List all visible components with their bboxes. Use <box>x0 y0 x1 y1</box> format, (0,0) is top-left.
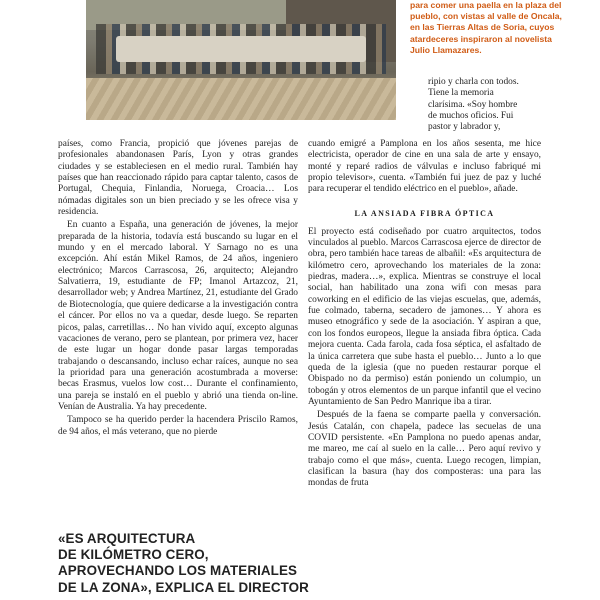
right-column-top <box>428 77 548 134</box>
top-line-5: pastor y labrador y, <box>428 122 501 133</box>
right-column <box>308 139 541 490</box>
left-paragraph-2: En cuanto a España, una generación de jóvenes, la mejor preparada de la historia, todavía está buscando su lugar en el mundo y en el mercado laboral. Y Sarnago no es una excepción. Ahí están Mikel Ramos, de 24 años, ingeniero electrónico; Marcos Carrascosa, 26, arquitecto; Alejandro Salvatierra, 19, estudiante de FP; Imanol Artazcoz, 21, desarrollador web; y Andrea Martínez, 21, estudiante del Grado de Biotecnología, que quiere dedicarse a la investigación contra el cáncer. Por ellos no va a quedar, desde luego. Se reparten picos, palas, carretillas… No han vivido aquí, excepto algunas vacaciones de verano, pero se plantean, por primera vez, hacer de este lugar un hogar donde pasar largas temporadas trabajando o descansando, incluso echar raíces, aunque no sea la prioridad para una generación acostumbrada a moverse: becas Erasmus, vuelos low cost… Durante el confinamiento, una pareja se instaló en el pueblo y abrió una tienda on-line. Venían de Australia. Ya hay precedente. <box>58 220 298 412</box>
photo-table <box>116 36 366 62</box>
top-line-4: de muchos oficios. Fui <box>428 111 514 122</box>
pull-quote-line-4: DE LA ZONA», EXPLICA EL DIRECTOR <box>58 579 309 595</box>
pull-quote-line-2: DE KILÓMETRO CERO, <box>58 547 209 563</box>
top-line-2: Tiene la memoria <box>428 88 494 99</box>
right-paragraph-2: El proyecto está codiseñado por cuatro arquitectos, todos vinculados al pueblo. Marcos Carrascosa ejerce de director de obra, pero también hace tareas de albañil: «Es arquitectura de kilómetro cero, aprovechando los materiales de la zona: piedras, madera…», explica. Mientras se construye el local social, han habilitado una zona wifi con mesas para coworking en el edificio de las viejas escuelas, que, además, fue colmado, taberna, secadero de jamones… Y ahora es museo etnográfico y sede de la asociación. Y aspiran a que, con los fondos europeos, llegue la ansiada fibra óptica. Cada mejora cuenta. Cada farola, cada fosa séptica, el asfaltado de la única carretera que sube hasta el pueblo… Junto a lo que queda de la iglesia (que no pueden restaurar porque el Obispado no da permiso) están poniendo un columpio, un tobogán y otros elementos de un parque infantil que el vecino Ayuntamiento de San Pedro Manrique iba a tirar. <box>308 226 541 407</box>
top-line-3: clarísima. «Soy hombre <box>428 99 518 110</box>
left-paragraph-3: Tampoco se ha querido perder la hacendera Priscilo Ramos, de 94 años, el más veterano, que no pierde <box>58 415 298 437</box>
left-paragraph-1: países, como Francia, propició que jóvenes parejas de profesionales abandonasen París, Lyon y otras grandes ciudades y se estableciesen en el medio rural. También hay países que han reaccionado rápido para captar talento, casos de Portugal, Chequia, Finlandia, Noruega, Croacia… Los nómadas digitales son un bien preciado y se les ofrece visa y residencia. <box>58 139 298 218</box>
pull-quote-line-3: APROVECHANDO LOS MATERIALES <box>58 563 298 579</box>
left-column <box>58 139 298 438</box>
section-subhead: LA ANSIADA FIBRA ÓPTICA <box>354 208 495 218</box>
photo-caption: para comer una paella en la plaza del pueblo, con vistas al valle de Oncala, en las Tierras Altas de Soria, cuyos atardeceres inspiraron al novelista Julio Llamazares. <box>410 0 562 55</box>
right-paragraph-3: Después de la faena se comparte paella y conversación. Jesús Catalán, con chapela, padece las secuelas de una COVID persistente. «En Pamplona no puedo apenas andar, me mareo, me caí al suelo en la calle… Pero aquí revivo y trabajo como el que más», cuenta. Luego recogen, limpian, clasifican la basura (hay dos composteras: una para las mondas de fruta <box>308 410 541 489</box>
photo-ground <box>86 78 396 120</box>
right-paragraph-1: cuando emigré a Pamplona en los años sesenta, me hice electricista, operador de cine en una sala de arte y ensayo, monté y reparé radios de válvulas e incluso fabriqué mi propio televisor», cuenta. «También fui juez de paz y luché para recuperar el tendido eléctrico en el pueblo», añade. <box>308 139 541 195</box>
article-photo <box>86 0 396 120</box>
pull-quote <box>58 531 309 596</box>
top-line-1: ripio y charla con todos. <box>428 77 519 87</box>
pull-quote-line-1: «ES ARQUITECTURA <box>58 531 196 546</box>
